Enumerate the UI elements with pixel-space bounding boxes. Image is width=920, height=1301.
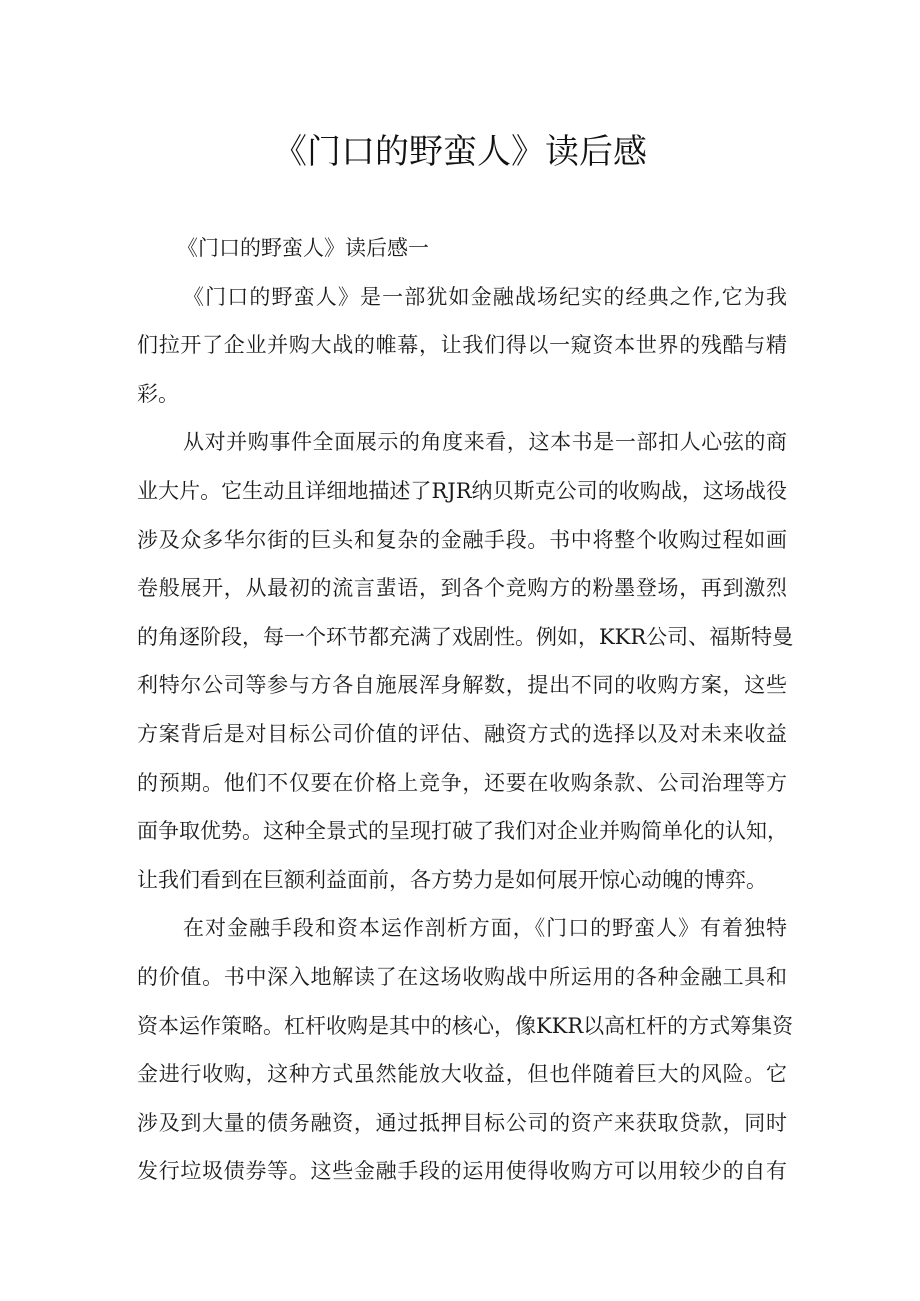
- paragraph-line: 在对金融手段和资本运作剖析方面，《门口的野蛮人》有着独特: [183, 916, 787, 941]
- paragraph-line: 发行垃圾债券等。这些金融手段的运用使得收购方可以用较少的自有: [137, 1159, 787, 1184]
- paragraph-line: 面争取优势。这种全景式的呈现打破了我们对企业并购简单化的认知，: [137, 819, 788, 844]
- paragraph-line: 资本运作策略。杠杆收购是其中的核心，像KKR以高杠杆的方式筹集资: [137, 1013, 794, 1038]
- paragraph-line: 彩。: [137, 381, 179, 406]
- paragraph-line: 的价值。书中深入地解读了在这场收购战中所运用的各种金融工具和: [137, 964, 787, 989]
- paragraph-line: 金进行收购，这种方式虽然能放大收益，但也伴随着巨大的风险。它: [137, 1062, 787, 1087]
- paragraph-3: [137, 904, 794, 1196]
- paragraph-line: 涉及到大量的债务融资，通过抵押目标公司的资产来获取贷款，同时: [137, 1110, 787, 1135]
- section-heading: 《门口的野蛮人》读后感一: [177, 236, 429, 260]
- paragraph-2: [137, 418, 794, 904]
- paragraph-1: [137, 273, 787, 419]
- paragraph-line: 卷般展开，从最初的流言蜚语，到各个竞购方的粉墨登场，再到激烈: [137, 576, 787, 601]
- document-title: 《门口的野蛮人》读后感: [273, 132, 647, 172]
- paragraph-line: 从对并购事件全面展示的角度来看，这本书是一部扣人心弦的商: [183, 430, 787, 455]
- paragraph-line: 利特尔公司等参与方各自施展浑身解数，提出不同的收购方案，这些: [137, 673, 787, 698]
- paragraph-line: 《门口的野蛮人》是一部犹如金融战场纪实的经典之作,它为我: [183, 284, 787, 309]
- paragraph-line: 涉及众多华尔街的巨头和复杂的金融手段。书中将整个收购过程如画: [137, 527, 787, 552]
- document-body: [137, 224, 794, 1196]
- paragraph-line: 们拉开了企业并购大战的帷幕，让我们得以一窥资本世界的残酷与精: [137, 333, 787, 358]
- paragraph-line: 业大片。它生动且详细地描述了RJR纳贝斯克公司的收购战，这场战役: [137, 478, 787, 503]
- paragraph-line: 方案背后是对目标公司价值的评估、融资方式的选择以及对未来收益: [137, 721, 787, 746]
- paragraph-line: 的角逐阶段，每一个环节都充满了戏剧性。例如，KKR公司、福斯特曼: [137, 624, 794, 649]
- paragraph-line: 的预期。他们不仅要在价格上竞争，还要在收购条款、公司治理等方: [137, 770, 787, 795]
- paragraph-line: 让我们看到在巨额利益面前，各方势力是如何展开惊心动魄的博弈。: [137, 867, 767, 892]
